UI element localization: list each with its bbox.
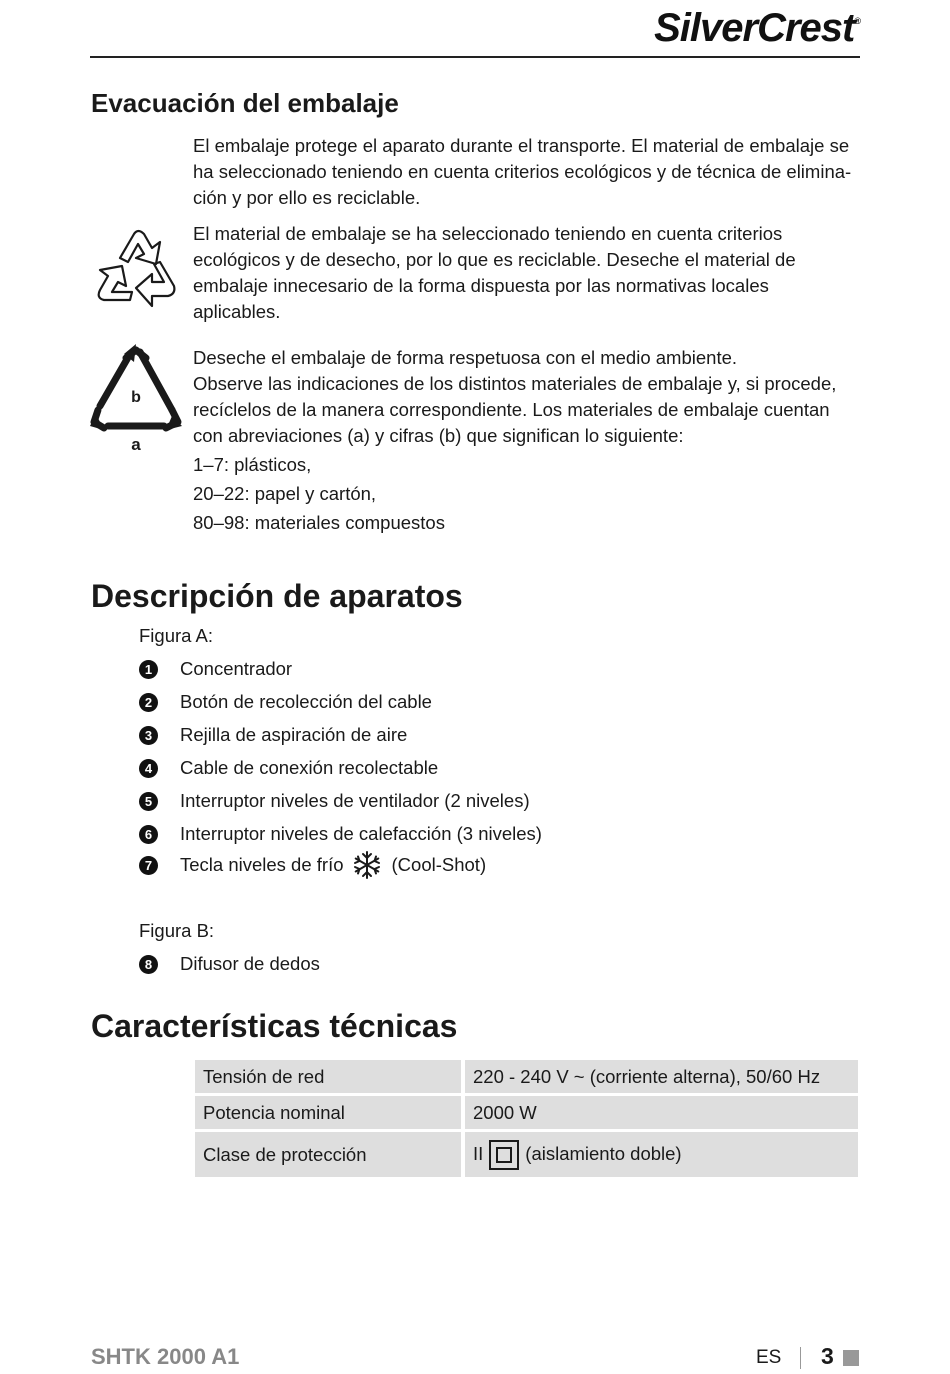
footer-model: SHTK 2000 A1	[91, 1344, 240, 1369]
table-row	[195, 1096, 858, 1129]
brand-logo	[654, 6, 860, 51]
spec-value	[465, 1132, 858, 1177]
spec-key: Tensión de red	[195, 1060, 465, 1093]
protection-class-note: (aislamiento doble)	[525, 1142, 682, 1164]
page-marker-square	[843, 1350, 859, 1366]
table-row	[195, 1132, 858, 1177]
p3-line-1: Deseche el embalaje de forma respetuosa con el medio ambiente.	[193, 347, 738, 368]
spec-key: Potencia nominal	[195, 1096, 465, 1129]
item-number: 1	[139, 660, 158, 679]
packaging-paragraph-2	[193, 221, 861, 325]
description-title: Descripción de aparatos	[91, 578, 463, 614]
table-row	[195, 1060, 858, 1093]
protection-class-value: II	[473, 1142, 484, 1164]
list-item	[139, 951, 320, 977]
packaging-paragraph-3	[193, 345, 861, 449]
header-rule	[90, 56, 860, 58]
recycling-code-triangle-icon	[88, 344, 184, 456]
triangle-label-a: a	[131, 435, 141, 454]
spec-key: Clase de protección	[195, 1132, 465, 1177]
item-text: Rejilla de aspiración de aire	[180, 724, 408, 745]
specs-table	[195, 1057, 858, 1180]
item-text: Difusor de dedos	[180, 953, 320, 974]
list-item	[139, 689, 432, 715]
item-text: Concentrador	[180, 658, 293, 679]
code-plastics: 1–7: plásticos,	[193, 454, 312, 475]
specs-title: Características técnicas	[91, 1008, 458, 1044]
item-suffix: (Cool-Shot)	[391, 854, 487, 875]
p3-line-4: con abreviaciones (a) y cifras (b) que significan lo siguiente:	[193, 425, 684, 446]
p1-line-3: ción y por ello es reciclable.	[193, 187, 421, 208]
item-text: Interruptor niveles de calefacción (3 niveles)	[180, 823, 542, 844]
list-item	[139, 852, 486, 878]
figure-a-label: Figura A:	[139, 625, 214, 646]
recycle-icon	[90, 222, 182, 310]
snowflake-icon	[352, 850, 382, 880]
figure-b-label: Figura B:	[139, 920, 215, 941]
spec-value: 220 - 240 V ~ (corriente alterna), 50/60 Hz	[465, 1060, 858, 1093]
item-number: 8	[139, 955, 158, 974]
list-item	[139, 656, 292, 682]
page-number: 3	[821, 1343, 834, 1369]
triangle-label-b: b	[131, 389, 141, 406]
item-number: 2	[139, 693, 158, 712]
registered-mark: ®	[854, 16, 860, 26]
brand-name: SilverCrest	[654, 6, 855, 50]
p2-line-1: El material de embalaje se ha seleccionado teniendo en cuenta criterios	[193, 223, 783, 244]
item-number: 5	[139, 792, 158, 811]
double-insulation-icon	[489, 1140, 519, 1170]
packaging-title: Evacuación del embalaje	[91, 88, 399, 118]
packaging-paragraph-1	[193, 133, 861, 211]
list-item	[139, 788, 530, 814]
item-text: Botón de recolección del cable	[180, 691, 432, 712]
list-item	[139, 755, 438, 781]
item-number: 6	[139, 825, 158, 844]
item-text: Tecla niveles de frío	[180, 854, 344, 875]
item-number: 4	[139, 759, 158, 778]
p2-line-3: embalaje innecesario de la forma dispuesta por las normativas locales	[193, 275, 769, 296]
spec-value: 2000 W	[465, 1096, 858, 1129]
p2-line-4: aplicables.	[193, 301, 281, 322]
p1-line-1: El embalaje protege el aparato durante el transporte. El material de embalaje se	[193, 135, 850, 156]
code-composites: 80–98: materiales compuestos	[193, 512, 445, 533]
footer-language: ES	[756, 1347, 782, 1368]
item-text: Cable de conexión recolectable	[180, 757, 439, 778]
list-item	[139, 722, 407, 748]
item-number: 3	[139, 726, 158, 745]
p3-line-2: Observe las indicaciones de los distintos materiales de embalaje y, si procede,	[193, 373, 837, 394]
footer-separator	[800, 1347, 801, 1369]
p1-line-2: ha seleccionado teniendo en cuenta criterios ecológicos y de técnica de elimina-	[193, 161, 852, 182]
p2-line-2: ecológicos y de desecho, por lo que es reciclable. Deseche el material de	[193, 249, 796, 270]
code-paper: 20–22: papel y cartón,	[193, 483, 377, 504]
p3-line-3: recíclelos de la manera correspondiente. Los materiales de embalaje cuentan	[193, 399, 830, 420]
item-text: Interruptor niveles de ventilador (2 niveles)	[180, 790, 530, 811]
list-item	[139, 821, 542, 847]
item-number: 7	[139, 856, 158, 875]
